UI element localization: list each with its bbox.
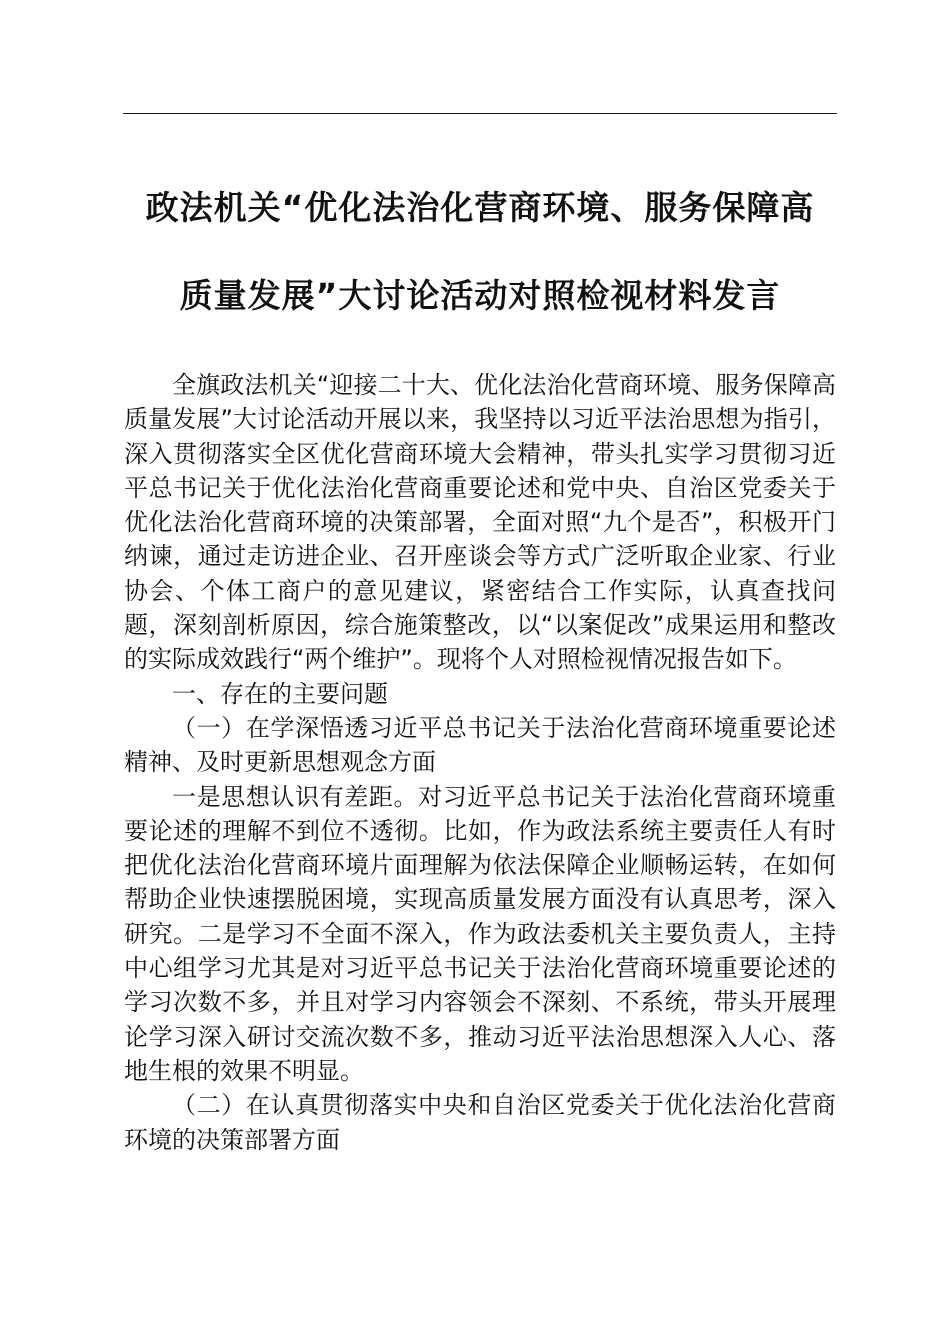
intro-paragraph: 全旗政法机关“迎接二十大、优化法治化营商环境、服务保障高质量发展”大讨论活动开展以来，我坚持以习近平法治思想为指引，深入贯彻落实全区优化营商环境大会精神，带头扎实学习贯彻习近平总书记关于优化法治化营商重要论述和党中央、自治区党委关于优化法治化营商环境的决策部署，全面对照“九个是否”，积极开门纳谏，通过走访进企业、召开座谈会等方式广泛听取企业家、行业协会、个体工商户的意见建议，紧密结合工作实际，认真查找问题，深刻剖析原因，综合施策整改，以“以案促改”成果运用和整改的实际成效践行“两个维护”。现将个人对照检视情况报告如下。	[124, 371, 836, 674]
section-heading-main-problems: 一、存在的主要问题	[172, 679, 388, 708]
body-paragraph: 一是思想认识有差距。对习近平总书记关于法治化营商环境重要论述的理解不到位不透彻。比如，作为政法系统主要责任人有时把优化法治化营商环境片面理解为依法保障企业顺畅运转，在如何帮助企业快速摆脱困境，实现高质量发展方面没有认真思考，深入研究。二是学习不全面不深入，作为政法委机关主要负责人，主持中心组学习尤其是对习近平总书记关于法治化营商环境重要论述的学习次数不多，并且对学习内容领会不深刻、不系统，带头开展理论学习深入研讨交流次数不多，推动习近平法治思想深入人心、落地生根的效果不明显。	[124, 782, 836, 1085]
document-body	[124, 368, 836, 1157]
title-line-1: 政法机关“优化法治化营商环境、服务保障高	[145, 188, 815, 227]
document-title	[110, 182, 850, 322]
subsection-heading-2: （二）在认真贯彻落实中央和自治区党委关于优化法治化营商环境的决策部署方面	[124, 1091, 836, 1154]
title-line-2: 质量发展”大讨论活动对照检视材料发言	[179, 276, 781, 315]
header-rule	[123, 113, 837, 114]
subsection-heading-1: （一）在学深悟透习近平总书记关于法治化营商环境重要论述精神、及时更新思想观念方面	[124, 713, 836, 777]
